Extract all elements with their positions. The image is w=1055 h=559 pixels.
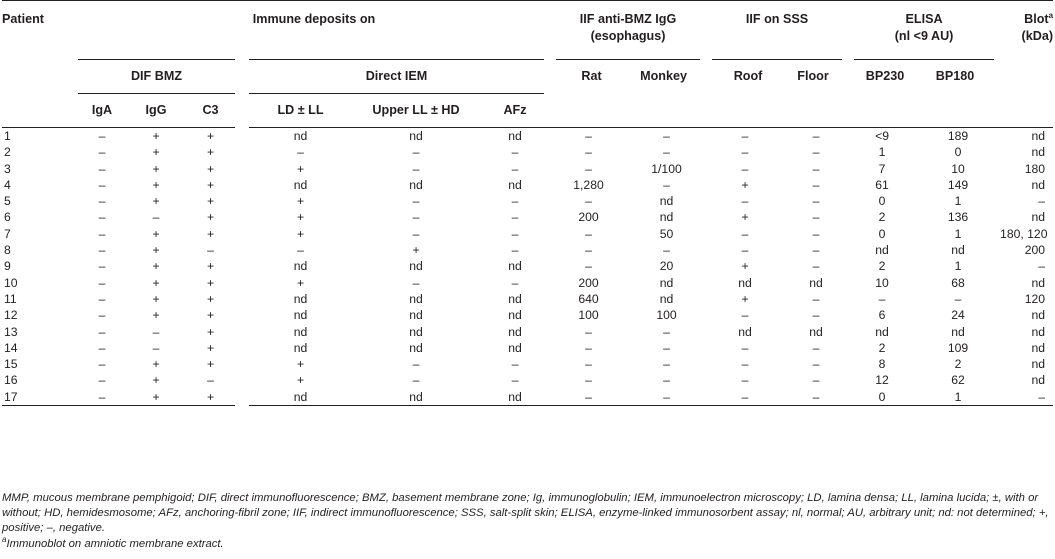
cell-floor: nd bbox=[809, 275, 823, 290]
cell-patient: 5 bbox=[4, 194, 11, 209]
table-row bbox=[2, 258, 1053, 274]
header-empty bbox=[2, 94, 78, 128]
cell-igg: + bbox=[152, 226, 160, 241]
cell-ld-ll: nd bbox=[242, 128, 352, 145]
cell-bp230: 0 bbox=[878, 389, 886, 404]
cell-iga: – bbox=[98, 226, 106, 241]
cell-floor: – bbox=[812, 161, 820, 176]
table-row bbox=[2, 161, 1053, 177]
cell-bp180: 1 bbox=[954, 226, 962, 241]
cell-bp180: 1 bbox=[954, 259, 962, 274]
cell-patient: 15 bbox=[4, 357, 18, 372]
cell-roof: + bbox=[741, 177, 749, 192]
table-row bbox=[2, 193, 1053, 209]
cell-roof: – bbox=[741, 340, 749, 355]
cell-bp230: 6 bbox=[878, 308, 886, 323]
cell-roof: + bbox=[741, 291, 749, 306]
cell-floor: – bbox=[812, 210, 820, 225]
header-afz: AFz bbox=[480, 94, 550, 128]
cell-bp180: 136 bbox=[947, 210, 969, 225]
header-roof: Roof bbox=[706, 60, 784, 94]
cell-igg: + bbox=[152, 243, 160, 258]
cell-bp180: 1 bbox=[954, 389, 962, 404]
cell-igg: – bbox=[152, 324, 160, 339]
patient-results-table bbox=[2, 0, 1053, 406]
cell-bp180: 189 bbox=[947, 129, 969, 143]
header-empty bbox=[2, 60, 78, 94]
cell-upper-ll-hd: – bbox=[412, 145, 420, 160]
cell-upper-ll-hd: – bbox=[412, 210, 420, 225]
cell-ld-ll: nd bbox=[242, 340, 352, 356]
cell-monkey: nd bbox=[659, 194, 674, 209]
cell-monkey: 100 bbox=[656, 308, 677, 323]
cell-bp180: 109 bbox=[947, 340, 969, 355]
cell-iga: – bbox=[98, 194, 106, 209]
cell-rat: – bbox=[585, 161, 592, 176]
cell-monkey: – bbox=[663, 243, 670, 258]
cell-upper-ll-hd: nd bbox=[409, 291, 423, 306]
cell-c3: + bbox=[206, 275, 215, 290]
cell-rat: – bbox=[585, 373, 592, 388]
cell-afz: – bbox=[511, 226, 519, 241]
cell-patient: 10 bbox=[4, 275, 18, 290]
table-row bbox=[2, 144, 1053, 160]
cell-patient: 16 bbox=[4, 373, 18, 388]
cell-ld-ll: + bbox=[242, 226, 352, 242]
cell-bp180: – bbox=[954, 291, 962, 306]
cell-monkey: – bbox=[663, 324, 670, 339]
cell-bp230: 2 bbox=[878, 259, 886, 274]
cell-bp230: 2 bbox=[878, 210, 886, 225]
cell-iga: – bbox=[98, 259, 106, 274]
cell-bp180: 0 bbox=[954, 145, 962, 160]
cell-c3: + bbox=[206, 129, 215, 143]
cell-iga: – bbox=[98, 324, 106, 339]
cell-igg: + bbox=[152, 291, 160, 306]
cell-monkey: – bbox=[663, 373, 670, 388]
table-row bbox=[2, 177, 1053, 193]
cell-bp180: 10 bbox=[951, 161, 965, 176]
cell-rat: 200 bbox=[578, 210, 599, 225]
cell-bp180: 2 bbox=[954, 357, 962, 372]
cell-roof: – bbox=[741, 226, 749, 241]
table-row bbox=[2, 242, 1053, 258]
cell-rat: 1,280 bbox=[573, 177, 604, 192]
cell-c3: + bbox=[206, 357, 215, 372]
cell-c3: + bbox=[206, 177, 215, 192]
cell-bp230: 7 bbox=[878, 161, 886, 176]
cell-blot: – bbox=[1038, 389, 1046, 404]
cell-floor: – bbox=[812, 259, 820, 274]
cell-upper-ll-hd: + bbox=[412, 243, 420, 258]
header-iga: IgA bbox=[78, 94, 126, 128]
cell-rat: – bbox=[585, 243, 592, 258]
cell-blot: nd bbox=[1031, 357, 1046, 372]
table-row bbox=[2, 291, 1053, 307]
cell-floor: – bbox=[812, 226, 820, 241]
cell-roof: nd bbox=[738, 275, 752, 290]
cell-rat: – bbox=[585, 145, 592, 160]
cell-afz: – bbox=[511, 357, 519, 372]
cell-rat: – bbox=[585, 129, 592, 143]
cell-bp230: 12 bbox=[875, 373, 889, 388]
cell-igg: + bbox=[152, 308, 160, 323]
header-floor: Floor bbox=[784, 60, 848, 94]
cell-patient: 7 bbox=[4, 226, 11, 241]
cell-afz: nd bbox=[508, 340, 522, 355]
cell-roof: nd bbox=[738, 324, 752, 339]
cell-rat: – bbox=[585, 357, 592, 372]
table-row bbox=[2, 389, 1053, 406]
cell-rat: 200 bbox=[578, 275, 599, 290]
cell-bp230: <9 bbox=[875, 129, 889, 143]
cell-floor: – bbox=[812, 194, 820, 209]
header-empty bbox=[550, 94, 1053, 128]
table-row bbox=[2, 307, 1053, 323]
cell-afz: nd bbox=[508, 291, 522, 306]
cell-blot: 180 bbox=[1024, 161, 1046, 176]
header-bp230: BP230 bbox=[848, 60, 916, 94]
cell-bp230: – bbox=[878, 291, 886, 306]
header-iif-sss: IIF on SSS bbox=[745, 12, 809, 26]
cell-upper-ll-hd: nd bbox=[409, 177, 423, 192]
cell-ld-ll: + bbox=[242, 372, 352, 388]
cell-afz: nd bbox=[508, 177, 522, 192]
cell-roof: + bbox=[741, 259, 749, 274]
results-table-container bbox=[2, 0, 1053, 406]
cell-rat: 100 bbox=[578, 308, 599, 323]
cell-afz: nd bbox=[508, 324, 522, 339]
header-bp180: BP180 bbox=[916, 60, 1000, 94]
cell-blot: 200 bbox=[1024, 243, 1046, 258]
cell-blot: nd bbox=[1031, 210, 1046, 225]
cell-iga: – bbox=[98, 161, 106, 176]
cell-patient: 3 bbox=[4, 161, 11, 176]
header-iif-antibmz-line2: (esophagus) bbox=[590, 29, 666, 43]
cell-rat: – bbox=[585, 194, 592, 209]
cell-patient: 13 bbox=[4, 324, 18, 339]
cell-roof: – bbox=[741, 243, 749, 258]
cell-igg: + bbox=[152, 177, 160, 192]
cell-bp230: nd bbox=[875, 243, 889, 258]
table-row bbox=[2, 128, 1053, 145]
cell-bp180: 1 bbox=[954, 194, 962, 209]
cell-iga: – bbox=[98, 340, 106, 355]
cell-igg: + bbox=[152, 161, 160, 176]
header-immune-deposits: Immune deposits on bbox=[252, 12, 376, 26]
cell-roof: – bbox=[741, 145, 749, 160]
cell-iga: – bbox=[98, 373, 106, 388]
cell-blot: nd bbox=[1031, 275, 1046, 290]
cell-c3: + bbox=[206, 308, 215, 323]
cell-upper-ll-hd: – bbox=[412, 357, 420, 372]
cell-blot: nd bbox=[1031, 373, 1046, 388]
cell-iga: – bbox=[98, 291, 106, 306]
cell-afz: – bbox=[511, 243, 519, 258]
cell-c3: + bbox=[206, 145, 215, 160]
header-dif-bmz: DIF BMZ bbox=[78, 60, 242, 94]
cell-monkey: nd bbox=[659, 210, 674, 225]
cell-igg: + bbox=[152, 129, 160, 143]
header-monkey: Monkey bbox=[627, 60, 706, 94]
header-rat: Rat bbox=[550, 60, 627, 94]
cell-rat: – bbox=[585, 340, 592, 355]
cell-monkey: – bbox=[663, 340, 670, 355]
cell-monkey: – bbox=[663, 129, 670, 143]
cell-ld-ll: nd bbox=[242, 307, 352, 323]
cell-igg: + bbox=[152, 373, 160, 388]
header-ld-ll: LD ± LL bbox=[242, 94, 352, 128]
cell-floor: – bbox=[812, 129, 820, 143]
table-body bbox=[2, 128, 1053, 406]
cell-afz: – bbox=[511, 194, 519, 209]
cell-bp230: 2 bbox=[878, 340, 886, 355]
cell-c3: – bbox=[207, 373, 214, 388]
header-patient: Patient bbox=[2, 12, 44, 26]
cell-blot: – bbox=[1038, 259, 1046, 274]
cell-igg: + bbox=[152, 194, 160, 209]
cell-iga: – bbox=[98, 129, 106, 143]
cell-bp180: 149 bbox=[947, 177, 969, 192]
cell-iga: – bbox=[98, 357, 106, 372]
header-iif-antibmz bbox=[550, 1, 706, 60]
cell-bp230: 8 bbox=[878, 357, 886, 372]
cell-afz: nd bbox=[508, 389, 522, 404]
cell-bp230: nd bbox=[875, 324, 889, 339]
cell-blot: 120 bbox=[1024, 291, 1046, 306]
header-elisa-line2: (nl <9 AU) bbox=[894, 29, 954, 43]
cell-upper-ll-hd: nd bbox=[409, 340, 423, 355]
cell-floor: – bbox=[812, 340, 820, 355]
cell-iga: – bbox=[98, 210, 106, 225]
cell-bp180: nd bbox=[951, 243, 965, 258]
cell-rat: – bbox=[585, 259, 592, 274]
cell-iga: – bbox=[98, 308, 106, 323]
cell-igg: + bbox=[152, 357, 160, 372]
cell-monkey: 20 bbox=[659, 259, 674, 274]
cell-ld-ll: – bbox=[242, 144, 352, 160]
cell-blot: nd bbox=[1031, 324, 1046, 339]
table-row bbox=[2, 340, 1053, 356]
cell-upper-ll-hd: nd bbox=[409, 308, 423, 323]
cell-afz: – bbox=[511, 275, 519, 290]
header-row-3 bbox=[2, 94, 1053, 128]
cell-blot: nd bbox=[1031, 340, 1046, 355]
cell-afz: nd bbox=[508, 129, 522, 143]
cell-blot: nd bbox=[1031, 177, 1046, 192]
table-row bbox=[2, 209, 1053, 225]
cell-c3: + bbox=[206, 210, 215, 225]
cell-patient: 9 bbox=[4, 259, 11, 274]
cell-ld-ll: nd bbox=[242, 389, 352, 406]
cell-upper-ll-hd: nd bbox=[409, 324, 423, 339]
cell-blot: nd bbox=[1031, 145, 1046, 160]
cell-upper-ll-hd: – bbox=[412, 373, 420, 388]
cell-bp180: nd bbox=[951, 324, 965, 339]
cell-roof: + bbox=[741, 210, 749, 225]
cell-roof: – bbox=[741, 308, 749, 323]
cell-ld-ll: + bbox=[242, 193, 352, 209]
cell-c3: + bbox=[206, 161, 215, 176]
table-row bbox=[2, 226, 1053, 242]
cell-blot: – bbox=[1038, 194, 1046, 209]
cell-monkey: nd bbox=[659, 275, 674, 290]
cell-floor: – bbox=[812, 389, 820, 404]
header-igg: IgG bbox=[126, 94, 186, 128]
cell-floor: – bbox=[812, 145, 820, 160]
cell-ld-ll: nd bbox=[242, 177, 352, 193]
cell-upper-ll-hd: – bbox=[412, 161, 420, 176]
footnote-note-text: Immunoblot on amniotic membrane extract. bbox=[6, 537, 224, 550]
cell-upper-ll-hd: – bbox=[412, 226, 420, 241]
cell-iga: – bbox=[98, 145, 106, 160]
footnote-note-marker: a bbox=[2, 534, 7, 544]
cell-igg: – bbox=[152, 210, 160, 225]
cell-blot: nd bbox=[1031, 308, 1046, 323]
cell-upper-ll-hd: nd bbox=[409, 389, 423, 404]
cell-bp230: 0 bbox=[878, 194, 886, 209]
cell-floor: – bbox=[812, 291, 820, 306]
cell-rat: 640 bbox=[578, 291, 599, 306]
cell-floor: – bbox=[812, 177, 820, 192]
cell-bp230: 1 bbox=[878, 145, 886, 160]
cell-roof: – bbox=[741, 357, 749, 372]
cell-c3: + bbox=[206, 226, 215, 241]
cell-floor: – bbox=[812, 243, 820, 258]
cell-ld-ll: – bbox=[242, 242, 352, 258]
cell-blot: nd bbox=[1031, 129, 1046, 143]
cell-bp180: 24 bbox=[951, 308, 965, 323]
cell-patient: 17 bbox=[4, 389, 18, 404]
cell-ld-ll: + bbox=[242, 209, 352, 225]
cell-ld-ll: nd bbox=[242, 324, 352, 340]
cell-igg: – bbox=[152, 340, 160, 355]
header-empty bbox=[1000, 60, 1053, 94]
cell-afz: nd bbox=[508, 308, 522, 323]
table-row bbox=[2, 324, 1053, 340]
cell-afz: – bbox=[511, 161, 519, 176]
table-row bbox=[2, 275, 1053, 291]
cell-c3: + bbox=[206, 194, 215, 209]
cell-rat: – bbox=[585, 324, 592, 339]
header-elisa-line1: ELISA bbox=[905, 12, 943, 26]
cell-ld-ll: + bbox=[242, 275, 352, 291]
cell-roof: – bbox=[741, 373, 749, 388]
cell-afz: – bbox=[511, 210, 519, 225]
cell-upper-ll-hd: nd bbox=[409, 259, 423, 274]
cell-bp230: 61 bbox=[875, 177, 889, 192]
header-blot-sup: a bbox=[1048, 10, 1054, 20]
cell-c3: – bbox=[207, 243, 214, 258]
table-row bbox=[2, 372, 1053, 388]
cell-roof: – bbox=[741, 129, 749, 143]
cell-patient: 11 bbox=[4, 291, 17, 306]
header-blot-label: Blot bbox=[1024, 12, 1049, 26]
cell-blot: 180, 120 bbox=[1000, 226, 1048, 241]
cell-iga: – bbox=[98, 243, 106, 258]
cell-igg: + bbox=[152, 145, 160, 160]
header-iif-antibmz-line1: IIF anti-BMZ IgG bbox=[579, 12, 677, 26]
cell-c3: + bbox=[206, 291, 215, 306]
cell-roof: – bbox=[741, 389, 749, 404]
cell-igg: + bbox=[152, 275, 160, 290]
cell-rat: – bbox=[585, 389, 592, 404]
cell-floor: – bbox=[812, 373, 820, 388]
cell-bp180: 62 bbox=[951, 373, 965, 388]
header-blot bbox=[1000, 1, 1053, 60]
cell-roof: – bbox=[741, 194, 749, 209]
cell-upper-ll-hd: – bbox=[412, 194, 420, 209]
header-row-1 bbox=[2, 1, 1053, 60]
cell-patient: 2 bbox=[4, 145, 11, 160]
cell-patient: 4 bbox=[4, 177, 11, 192]
cell-ld-ll: + bbox=[242, 356, 352, 372]
cell-ld-ll: nd bbox=[242, 291, 352, 307]
cell-patient: 12 bbox=[4, 308, 18, 323]
cell-ld-ll: + bbox=[242, 161, 352, 177]
cell-afz: – bbox=[511, 145, 519, 160]
header-upper-ll-hd: Upper LL ± HD bbox=[352, 94, 480, 128]
table-row bbox=[2, 356, 1053, 372]
cell-iga: – bbox=[98, 389, 106, 404]
cell-patient: 6 bbox=[4, 210, 11, 225]
cell-igg: + bbox=[152, 389, 160, 404]
cell-monkey: 1/100 bbox=[651, 161, 682, 176]
cell-igg: + bbox=[152, 259, 160, 274]
cell-c3: + bbox=[206, 259, 215, 274]
cell-floor: – bbox=[812, 308, 820, 323]
cell-bp230: 10 bbox=[875, 275, 889, 290]
cell-bp230: 0 bbox=[878, 226, 886, 241]
cell-c3: + bbox=[206, 340, 215, 355]
cell-patient: 8 bbox=[4, 243, 11, 258]
cell-roof: – bbox=[741, 161, 749, 176]
cell-monkey: – bbox=[663, 389, 670, 404]
cell-upper-ll-hd: nd bbox=[409, 129, 423, 143]
cell-c3: + bbox=[206, 389, 215, 404]
header-blot-line2: (kDa) bbox=[1021, 29, 1054, 43]
cell-rat: – bbox=[585, 226, 592, 241]
header-direct-iem: Direct IEM bbox=[242, 60, 550, 94]
footnote-abbreviations: MMP, mucous membrane pemphigoid; DIF, direct immunofluorescence; BMZ, basement membrane zone; Ig, immunoglobulin; IEM, immunoelectron microscopy; LD, lamina densa; LL, lamina lucida; ±, with or without; HD, hemidesmosome; AFz, anchoring-fibril zone; IIF, indirect immunofluorescence; SSS, salt-split skin; ELISA, enzyme-linked immunosorbent assay; nl, normal; AU, arbitrary unit; nd: not determined; +, positive; –, negative. bbox=[2, 492, 1049, 535]
cell-afz: nd bbox=[508, 259, 522, 274]
cell-c3: + bbox=[206, 324, 215, 339]
cell-ld-ll: nd bbox=[242, 258, 352, 274]
cell-patient: 14 bbox=[4, 340, 18, 355]
footnote-note bbox=[2, 534, 1053, 552]
cell-iga: – bbox=[98, 177, 106, 192]
cell-monkey: – bbox=[663, 177, 670, 192]
cell-floor: – bbox=[812, 357, 820, 372]
header-elisa bbox=[848, 1, 1000, 60]
cell-patient: 1 bbox=[4, 129, 11, 143]
cell-floor: nd bbox=[809, 324, 823, 339]
header-row-2 bbox=[2, 60, 1053, 94]
cell-monkey: – bbox=[663, 145, 670, 160]
cell-iga: – bbox=[98, 275, 106, 290]
cell-afz: – bbox=[511, 373, 519, 388]
cell-monkey: nd bbox=[659, 291, 674, 306]
header-c3: C3 bbox=[186, 94, 242, 128]
cell-monkey: 50 bbox=[659, 226, 674, 241]
cell-bp180: 68 bbox=[951, 275, 965, 290]
cell-monkey: – bbox=[663, 357, 670, 372]
table-footnote bbox=[2, 491, 1053, 552]
cell-upper-ll-hd: – bbox=[412, 275, 420, 290]
